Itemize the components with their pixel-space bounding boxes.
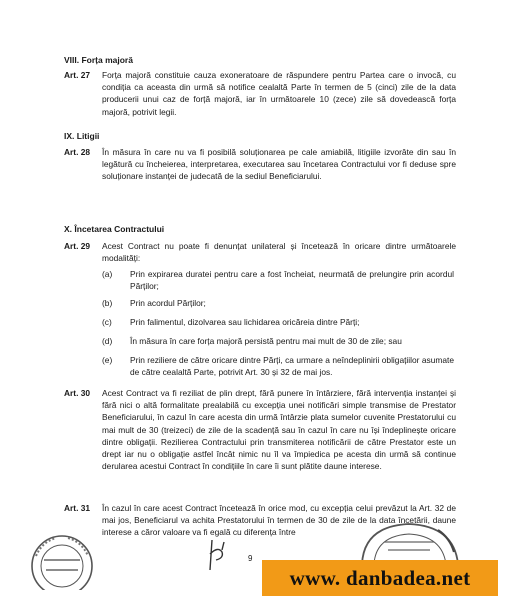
article-text: În măsura în care nu va fi posibilă soluționarea pe cale amiabilă, litigiile izvorâte din sau în legătură cu încheierea, interpretarea, executarea sau încetarea Contractului vor fi deduse spre soluționare instanței de judecată de la sediul Beneficiarului. bbox=[102, 147, 456, 182]
list-item-e bbox=[102, 354, 454, 378]
article-text: Forța majoră constituie cauza exoneratoare de răspundere pentru Partea care o invocă, cu condiția ca aceasta din urmă să notifice cealaltă Parte în termen de 5 (cinci) zile de la data producerii unui caz de forță majoră, iar în următoarele 10 (zece) zile să dovedească forța majoră, potrivit legii. bbox=[102, 70, 456, 117]
article-text: Acest Contract va fi reziliat de plin drept, fără punere în întârziere, fără intervenția instanței și fără nici o altă formalitate prealabilă cu excepția unei notificări simple transmise de Prestator Beneficiarului, în cazul în care acesta din urmă întârzie plata sumelor cuvenite Prestatorului cu mai mult de 30 (treizeci) de zile de la scadență sau în cazul în care nu își îndeplinește oricare dintre obligații. Rezilierea Contractului prin transmiterea notificării de către Prestator este un drept iar nu o obligație astfel încât nimic nu îl va împiedica pe acesta din urmă să continue derularea acestui Contract în condițiile în care îi sunt plătite daune interese. bbox=[102, 388, 456, 472]
list-item-text: În măsura în care forța majoră persistă pentru mai mult de 30 de zile; sau bbox=[130, 336, 402, 346]
list-item-label: (b) bbox=[102, 298, 113, 308]
list-item-text: Prin reziliere de către oricare dintre Părți, ca urmare a neîndeplinirii obligațiilor asumate de către cealaltă Parte, potrivit Art. 30 și 32 de mai jos. bbox=[130, 355, 454, 378]
section-heading-x: X. Încetarea Contractului bbox=[64, 224, 165, 234]
article-28 bbox=[64, 146, 456, 183]
list-item-text: Prin falimentul, dizolvarea sau lichidarea oricăreia dintre Părți; bbox=[130, 317, 360, 327]
article-number: Art. 30 bbox=[64, 388, 91, 398]
list-item-label: (e) bbox=[102, 355, 113, 365]
watermark-banner bbox=[262, 560, 498, 596]
round-stamp-left bbox=[22, 526, 102, 590]
list-item-d bbox=[102, 335, 454, 347]
list-item-b bbox=[102, 297, 454, 309]
article-30 bbox=[64, 387, 456, 472]
article-number: Art. 28 bbox=[64, 147, 91, 157]
list-item-label: (d) bbox=[102, 336, 113, 346]
article-text: Acest Contract nu poate fi denunțat unilateral și încetează în oricare dintre următoarele modalități: bbox=[102, 241, 456, 264]
section-heading-ix: IX. Litigii bbox=[64, 131, 100, 141]
list-item-text: Prin expirarea duratei pentru care a fost încheiat, neurmată de prelungire prin acordul Părților; bbox=[130, 269, 454, 292]
article-27 bbox=[64, 69, 456, 118]
article-text: În cazul în care acest Contract încetează în orice mod, cu excepția celui prevăzut la Art. 32 de mai jos, Beneficiarul va achita Prestatorului în termen de 30 de zile de la data încetării, daune interese a căror valoare va fi egală cu diferența între bbox=[102, 503, 456, 538]
article-number: Art. 31 bbox=[64, 503, 91, 513]
signature bbox=[200, 536, 240, 576]
article-29 bbox=[64, 240, 456, 264]
list-item-text: Prin acordul Părților; bbox=[130, 298, 206, 308]
list-item-c bbox=[102, 316, 454, 328]
banner-text: www. danbadea.net bbox=[289, 565, 471, 590]
page-number: 9 bbox=[248, 554, 253, 563]
list-item-a bbox=[102, 268, 454, 292]
round-stamp-right bbox=[354, 520, 464, 564]
article-number: Art. 29 bbox=[64, 241, 91, 251]
article-number: Art. 27 bbox=[64, 70, 91, 80]
list-item-label: (a) bbox=[102, 269, 113, 279]
section-heading-viii: VIII. Forța majoră bbox=[64, 55, 133, 65]
list-item-label: (c) bbox=[102, 317, 112, 327]
